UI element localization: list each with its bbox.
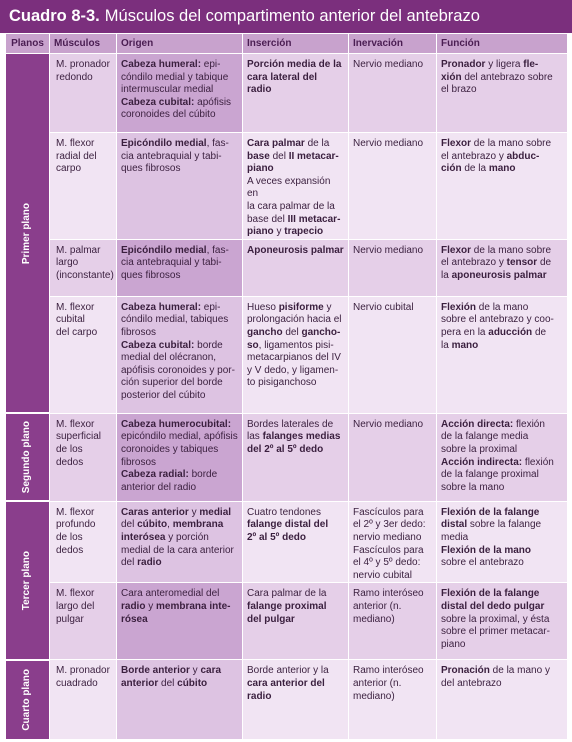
function-cell: Flexor de la mano sobre el antebrazo y tensor de la aponeurosis palmar [437,239,568,296]
table-row [6,296,568,413]
muscle-cell: M. palmar largo (inconstante) [50,239,117,296]
function-cell: Flexión de la falange distal sobre la falange media Flexión de la mano sobre el antebrazo [437,501,568,583]
function-cell: Flexión de la falange distal del dedo pulgar sobre la proximal, y ésta sobre el primer metacar- piano [437,583,568,660]
origin-cell: Cabeza humeral: epi- cóndilo medial, tabiques fibrosos Cabeza cubital: borde medial del olécranon, apófisis coronoides y por- ción superior del borde posterior del cúbito [117,296,243,413]
muscle-cell: M. flexor profundo de los dedos [50,501,117,583]
table-row [6,133,568,240]
origin-cell: Epicóndilo medial, fas- cia antebraquial y tabi- ques fibrosos [117,133,243,240]
plano-label-cell [6,660,50,740]
function-cell: Pronador y ligera fle- xión del antebrazo sobre el brazo [437,54,568,133]
table-number: Cuadro 8-3. [9,7,100,25]
innervation-cell: Nervio mediano [349,413,437,501]
plano-label: Tercer plano [21,550,33,611]
muscle-cell: M. pronador cuadrado [50,660,117,740]
plano-label: Segundo plano [21,421,33,494]
header-row [6,34,568,54]
muscle-cell: M. flexor largo del pulgar [50,583,117,660]
header-inervacion: Inervación [349,34,437,54]
muscle-cell: M. flexor cubital del carpo [50,296,117,413]
innervation-cell: Nervio cubital [349,296,437,413]
table-row [6,239,568,296]
insertion-cell: Aponeurosis palmar [243,239,349,296]
table-title-bar [0,0,572,33]
innervation-cell: Nervio mediano [349,133,437,240]
insertion-cell: Cuatro tendones falange distal del 2º al 5º dedo [243,501,349,583]
muscle-cell: M. flexor superficial de los dedos [50,413,117,501]
table-row [6,501,568,583]
function-cell: Pronación de la mano y del antebrazo [437,660,568,740]
origin-cell: Cabeza humeral: epi- cóndilo medial y tabique intermuscular medial Cabeza cubital: apófisis coronoides del cúbito [117,54,243,133]
table-title: Músculos del compartimento anterior del antebrazo [104,7,480,25]
insertion-cell: Porción media de la cara lateral del radio [243,54,349,133]
origin-cell: Caras anterior y medial del cúbito, membrana interósea y porción medial de la cara anterior del radio [117,501,243,583]
plano-label-cell [6,501,50,660]
origin-cell: Epicóndilo medial, fas- cia antebraquial y tabi- ques fibrosos [117,239,243,296]
table-row [6,54,568,133]
origin-cell: Borde anterior y cara anterior del cúbito [117,660,243,740]
header-insercion: Inserción [243,34,349,54]
innervation-cell: Fascículos para el 2º y 3er dedo: nervio mediano Fascículos para el 4º y 5º dedo: nervio cubital [349,501,437,583]
muscle-cell: M. flexor radial del carpo [50,133,117,240]
origin-cell: Cara anteromedial del radio y membrana inte- rósea [117,583,243,660]
innervation-cell: Ramo interóseo anterior (n. mediano) [349,583,437,660]
insertion-cell: Borde anterior y la cara anterior del radio [243,660,349,740]
innervation-cell: Nervio mediano [349,239,437,296]
innervation-cell: Nervio mediano [349,54,437,133]
table-row [6,583,568,660]
origin-cell: Cabeza humerocubital: epicóndilo medial, apófisis coronoides y tabiques fibrosos Cabeza radial: borde anterior del radio [117,413,243,501]
innervation-cell: Ramo interóseo anterior (n. mediano) [349,660,437,740]
plano-label-cell [6,413,50,501]
header-musculos: Músculos [50,34,117,54]
insertion-cell: Bordes laterales de las falanges medias del 2º al 5º dedo [243,413,349,501]
muscle-cell: M. pronador redondo [50,54,117,133]
header-funcion: Función [437,34,568,54]
insertion-cell: Cara palmar de la base del II metacar- piano A veces expansión en la cara palmar de la base del III metacar- piano y trapecio [243,133,349,240]
header-planos: Planos [6,34,50,54]
function-cell: Acción directa: flexión de la falange media sobre la proximal Acción indirecta: flexión de la falange proximal sobre la mano [437,413,568,501]
header-origen: Origen [117,34,243,54]
function-cell: Flexor de la mano sobre el antebrazo y abduc- ción de la mano [437,133,568,240]
table-row [6,413,568,501]
plano-label: Cuarto plano [21,668,33,731]
table-body [6,54,568,740]
function-cell: Flexión de la mano sobre el antebrazo y coo- pera en la aducción de la mano [437,296,568,413]
plano-label-cell [6,54,50,414]
muscles-table [5,33,568,741]
insertion-cell: Cara palmar de la falange proximal del pulgar [243,583,349,660]
plano-label: Primer plano [21,202,33,264]
table-row [6,660,568,740]
insertion-cell: Hueso pisiforme y prolongación hacia el gancho del gancho- so, ligamentos pisi- metacarpianos del IV y V dedo, y ligamen- to pisiganchoso [243,296,349,413]
